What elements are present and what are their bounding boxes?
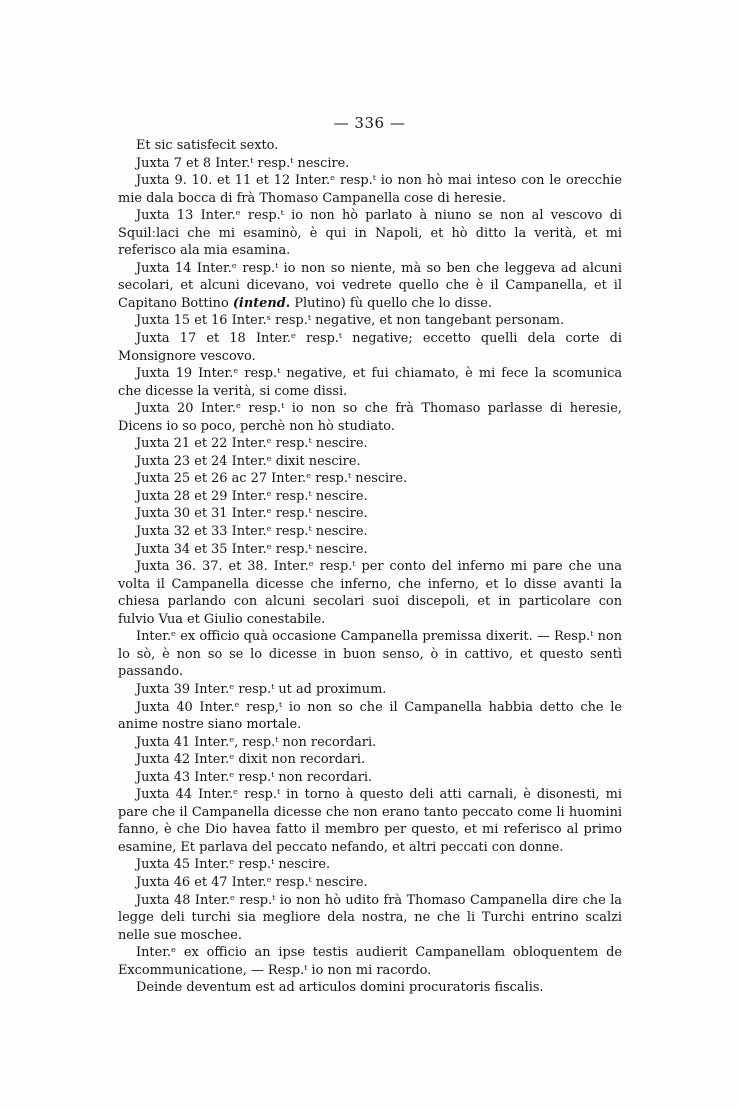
- paragraph: Juxta 46 et 47 Inter.ᵉ resp.ᵗ nescire.: [136, 874, 368, 890]
- body-text: [118, 137, 622, 997]
- paragraph: Juxta 20 Inter.ᵉ resp.ᵗ io non so che frà Thomaso parlasse di heresie, Dicens io so poco, perchè non hò studiato.: [118, 401, 622, 434]
- paragraph: Juxta 34 et 35 Inter.ᵉ resp.ᵗ nescire.: [136, 541, 368, 557]
- paragraph: Juxta 28 et 29 Inter.ᵉ resp.ᵗ nescire.: [136, 488, 368, 504]
- paragraph: Deinde deventum est ad articulos domini procuratoris fiscalis.: [136, 980, 544, 996]
- paragraph: Juxta 44 Inter.ᵉ resp.ᵗ in torno à questo deli atti carnali, è disonesti, mi pare che il Campanella dicesse che non erano tanto peccato come li huomini fanno, è che Dio havea fatto il membro per questo, et mi referisco al primo esamine, Et parlava del peccato nefando, et altri peccati con donne.: [118, 787, 622, 855]
- paragraph: Juxta 13 Inter.ᵉ resp.ᵗ io non hò parlato à niuno se non al vescovo di Squilːlaci che mi esaminò, è qui in Napoli, et hò ditto la verità, et mi referisco ala mia esamina.: [118, 208, 622, 259]
- paragraph: Et sic satisfecit sexto.: [136, 138, 279, 153]
- paragraph-text: Juxta 14 Inter.ᵉ resp.ᵗ io non so niente, mà so ben che leggeva ad alcuni secolari, et alcuni dicevano, voi vedrete quello che è il Campanella, et il Capitano Bottino: [118, 260, 622, 311]
- page-number: — 336 —: [333, 114, 406, 132]
- paragraph: Juxta 30 et 31 Inter.ᵉ resp.ᵗ nescire.: [136, 506, 368, 522]
- paragraph: Juxta 45 Inter.ᵉ resp.ᵗ nescire.: [136, 857, 331, 873]
- paragraph: Juxta 19 Inter.ᵉ resp.ᵗ negative, et fui chiamato, è mi fece la scomunica che dicesse la verità, si come dissi.: [118, 366, 622, 399]
- paragraph: Juxta 25 et 26 ac 27 Inter.ᵉ resp.ᵗ nescire.: [136, 471, 408, 487]
- paragraph: Juxta 17 et 18 Inter.ᵉ resp.ᵗ negative; eccetto quelli dela corte di Monsignore vescovo.: [118, 331, 622, 364]
- paragraph: Juxta 32 et 33 Inter.ᵉ resp.ᵗ nescire.: [136, 524, 368, 540]
- paragraph: Juxta 9. 10. et 11 et 12 Inter.ᵉ resp.ᵗ io non hò mai inteso con le orecchie mie dala bocca di frà Thomaso Campanella cose di heresie.: [118, 173, 622, 206]
- paragraph: Juxta 42 Inter.ᵉ dixit non recordari.: [136, 752, 366, 768]
- paragraph: Juxta 39 Inter.ᵉ resp.ᵗ ut ad proximum.: [136, 681, 387, 697]
- paragraph: Juxta 15 et 16 Inter.ˢ resp.ᵗ negative, et non tangebant personam.: [136, 313, 565, 329]
- paragraph-text-after: Plutino) fù quello che lo disse.: [290, 295, 492, 311]
- paragraph-emphasis: (intend.: [232, 295, 291, 311]
- paragraph: Juxta 21 et 22 Inter.ᵉ resp.ᵗ nescire.: [136, 436, 368, 452]
- paragraph: Juxta 41 Inter.ᵉ, resp.ᵗ non recordari.: [136, 734, 377, 750]
- paragraph: Juxta 40 Inter.ᵉ resp,ᵗ io non so che il Campanella habbia detto che le anime nostre siano mortale.: [118, 699, 622, 733]
- paragraph: Inter.ᵉ ex officio an ipse testis audierit Campanellam obloquentem de Excommunicatione, — Resp.ᵗ io non mi racordo.: [118, 945, 622, 978]
- paragraph: Juxta 48 Inter.ᵉ resp.ᵗ io non hò udito frà Thomaso Campanella dire che la legge deli turchi sia megliore dela nostra, ne che li Turchi entrino scalzi nelle sue moschee.: [118, 892, 622, 943]
- paragraph: Inter.ᵉ ex officio quà occasione Campanella premissa dixerit. — Resp.ᵗ non lo sò, è non so se lo dicesse in buon senso, ò in cattivo, et questo sentì passando.: [118, 629, 622, 680]
- paragraph: Juxta 36. 37. et 38. Inter.ᵉ resp.ᵗ per conto del inferno mi pare che una volta il Campanella dicesse che inferno, che inferno, et lo disse avanti la chiesa parlando con alcuni secolari suoi discepoli, et in particolare con fulvio Vua et Giulio conestabile.: [118, 559, 622, 627]
- paragraph: Juxta 43 Inter.ᵉ resp.ᵗ non recordari.: [136, 769, 373, 785]
- paragraph: Juxta 23 et 24 Inter.ᵉ dixit nescire.: [136, 453, 361, 469]
- paragraph: Juxta 7 et 8 Inter.ᵗ resp.ᵗ nescire.: [136, 155, 350, 171]
- paragraph: [118, 260, 622, 313]
